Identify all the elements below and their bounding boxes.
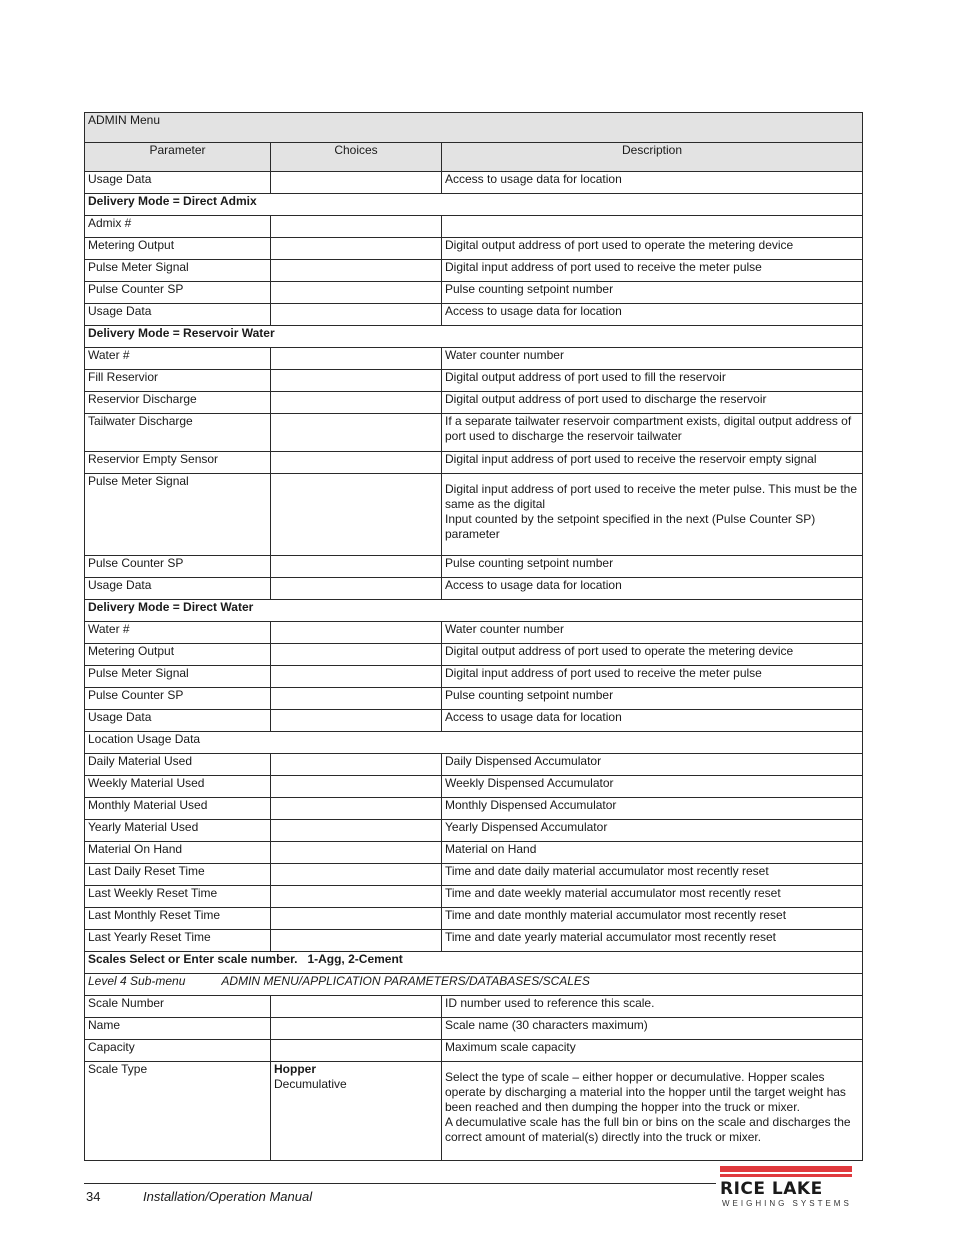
description-line: Input counted by the setpoint specified in the next (Pulse Counter SP) parameter: [445, 512, 816, 541]
choices-cell: [271, 238, 442, 260]
parameter-cell: Monthly Material Used: [85, 798, 271, 820]
parameter-cell: Usage Data: [85, 304, 271, 326]
parameter-cell: Pulse Counter SP: [85, 282, 271, 304]
parameter-cell: Metering Output: [85, 238, 271, 260]
table-row: [85, 282, 863, 304]
parameter-cell: Daily Material Used: [85, 754, 271, 776]
table-row: [85, 304, 863, 326]
parameter-cell: Name: [85, 1018, 271, 1040]
table-row: [85, 842, 863, 864]
section-row: [85, 600, 863, 622]
parameter-cell: Yearly Material Used: [85, 820, 271, 842]
choices-cell: [271, 474, 442, 556]
choices-cell: [271, 370, 442, 392]
choices-cell: [271, 644, 442, 666]
table-row: [85, 216, 863, 238]
section-heading: Delivery Mode = Direct Water: [85, 600, 863, 622]
parameter-cell: Pulse Counter SP: [85, 556, 271, 578]
logo-wordmark: RICE LAKE: [720, 1179, 823, 1199]
choices-cell: [271, 1040, 442, 1062]
section-row: [85, 194, 863, 216]
table-row: [85, 556, 863, 578]
parameter-cell: Usage Data: [85, 172, 271, 194]
section-row: [85, 326, 863, 348]
footer-divider: [84, 1183, 716, 1184]
table-row: [85, 666, 863, 688]
choices-cell: [271, 304, 442, 326]
choices-cell: [271, 172, 442, 194]
description-cell: ID number used to reference this scale.: [442, 996, 863, 1018]
choices-cell: [271, 1062, 442, 1161]
parameter-cell: Weekly Material Used: [85, 776, 271, 798]
choices-cell: [271, 282, 442, 304]
parameter-cell: Reservior Discharge: [85, 392, 271, 414]
description-cell: Access to usage data for location: [442, 172, 863, 194]
table-row: [85, 392, 863, 414]
table-row: [85, 622, 863, 644]
table-row: [85, 776, 863, 798]
table-row: [85, 996, 863, 1018]
description-cell: Digital input address of port used to receive the reservoir empty signal: [442, 452, 863, 474]
heading-part-a: Level 4 Sub-menu: [88, 974, 186, 988]
table-row: [85, 578, 863, 600]
table-row: [85, 908, 863, 930]
choices-cell: [271, 414, 442, 452]
table-row: [85, 260, 863, 282]
heading-part-a: Scales Select or Enter scale number.: [88, 952, 298, 966]
table-row: [85, 452, 863, 474]
description-cell: Yearly Dispensed Accumulator: [442, 820, 863, 842]
description-cell: Pulse counting setpoint number: [442, 282, 863, 304]
choices-cell: [271, 392, 442, 414]
parameter-cell: Usage Data: [85, 710, 271, 732]
parameter-cell: Scale Number: [85, 996, 271, 1018]
table-row: [85, 710, 863, 732]
description-cell: Access to usage data for location: [442, 710, 863, 732]
table-row: [85, 1062, 863, 1161]
description-cell: If a separate tailwater reservoir compartment exists, digital output address of port used to discharge the reservoir tailwater: [442, 414, 863, 452]
section-heading: [85, 952, 863, 974]
table-row: [85, 864, 863, 886]
choices-cell: [271, 1018, 442, 1040]
choices-cell: [271, 798, 442, 820]
description-cell: Digital output address of port used to fill the reservoir: [442, 370, 863, 392]
section-row: [85, 952, 863, 974]
parameter-cell: Water #: [85, 622, 271, 644]
parameter-cell: Last Weekly Reset Time: [85, 886, 271, 908]
description-cell: Water counter number: [442, 348, 863, 370]
table-body: [85, 172, 863, 1161]
logo-subtext: WEIGHING SYSTEMS: [722, 1199, 852, 1208]
choices-cell: [271, 216, 442, 238]
rice-lake-logo: [720, 1165, 855, 1209]
choices-cell: [271, 996, 442, 1018]
column-header-choices: Choices: [271, 143, 442, 172]
table-row: [85, 930, 863, 952]
description-cell: Digital input address of port used to receive the meter pulse: [442, 666, 863, 688]
description-line: Select the type of scale – either hopper or decumulative. Hopper scales operate by discharging a material into the hopper until the target weight has been reached and then dumping the hopper into the truck or mixer.: [445, 1070, 846, 1114]
submenu-path: [85, 974, 863, 996]
choice-option: Hopper: [274, 1062, 316, 1076]
group-row: [85, 732, 863, 754]
table-row: [85, 886, 863, 908]
table-row: [85, 754, 863, 776]
table-title-row: [85, 113, 863, 143]
description-cell: Digital output address of port used to discharge the reservoir: [442, 392, 863, 414]
choices-cell: [271, 776, 442, 798]
choices-cell: [271, 348, 442, 370]
choices-cell: [271, 666, 442, 688]
description-cell: [442, 1062, 863, 1161]
table-row: [85, 172, 863, 194]
description-cell: Time and date daily material accumulator most recently reset: [442, 864, 863, 886]
parameter-cell: Material On Hand: [85, 842, 271, 864]
section-heading: Delivery Mode = Reservoir Water: [85, 326, 863, 348]
choices-cell: [271, 864, 442, 886]
parameter-cell: Usage Data: [85, 578, 271, 600]
column-header-description: Description: [442, 143, 863, 172]
choices-cell: [271, 578, 442, 600]
table-row: [85, 820, 863, 842]
description-cell: Access to usage data for location: [442, 304, 863, 326]
heading-part-b: ADMIN MENU/APPLICATION PARAMETERS/DATABASES/SCALES: [221, 974, 590, 988]
parameter-cell: Pulse Counter SP: [85, 688, 271, 710]
table-row: [85, 688, 863, 710]
parameter-cell: Water #: [85, 348, 271, 370]
description-cell: Daily Dispensed Accumulator: [442, 754, 863, 776]
description-cell: Scale name (30 characters maximum): [442, 1018, 863, 1040]
choices-cell: [271, 710, 442, 732]
description-cell: Digital input address of port used to receive the meter pulse: [442, 260, 863, 282]
choices-cell: [271, 820, 442, 842]
table-row: [85, 370, 863, 392]
section-heading: Delivery Mode = Direct Admix: [85, 194, 863, 216]
parameter-cell: Last Yearly Reset Time: [85, 930, 271, 952]
choices-cell: [271, 754, 442, 776]
table-header-row: [85, 143, 863, 172]
description-cell: Water counter number: [442, 622, 863, 644]
description-cell: [442, 216, 863, 238]
description-cell: Digital output address of port used to operate the metering device: [442, 644, 863, 666]
choices-cell: [271, 622, 442, 644]
manual-title: Installation/Operation Manual: [143, 1189, 313, 1204]
parameter-cell: Admix #: [85, 216, 271, 238]
parameter-cell: Pulse Meter Signal: [85, 666, 271, 688]
choices-cell: [271, 260, 442, 282]
choices-cell: [271, 556, 442, 578]
table-row: [85, 414, 863, 452]
parameter-cell: Pulse Meter Signal: [85, 260, 271, 282]
table-row: [85, 798, 863, 820]
parameter-cell: Scale Type: [85, 1062, 271, 1161]
table-row: [85, 474, 863, 556]
description-cell: Time and date weekly material accumulator most recently reset: [442, 886, 863, 908]
parameter-cell: Reservior Empty Sensor: [85, 452, 271, 474]
page-number: 34: [86, 1189, 101, 1204]
group-heading: Location Usage Data: [85, 732, 863, 754]
description-cell: Time and date yearly material accumulator most recently reset: [442, 930, 863, 952]
heading-part-b: 1-Agg, 2-Cement: [307, 952, 403, 966]
choices-cell: [271, 842, 442, 864]
table-row: [85, 1040, 863, 1062]
description-cell: Access to usage data for location: [442, 578, 863, 600]
choices-cell: [271, 930, 442, 952]
description-cell: Digital output address of port used to operate the metering device: [442, 238, 863, 260]
table-row: [85, 238, 863, 260]
parameter-cell: Fill Reservior: [85, 370, 271, 392]
description-line: Digital input address of port used to receive the meter pulse. This must be the same as the digital: [445, 482, 857, 511]
table-row: [85, 1018, 863, 1040]
choices-cell: [271, 908, 442, 930]
choices-cell: [271, 452, 442, 474]
description-line: A decumulative scale has the full bin or bins on the scale and discharges the correct amount of material(s) directly into the truck or mixer.: [445, 1115, 851, 1144]
description-cell: Pulse counting setpoint number: [442, 556, 863, 578]
column-header-parameter: Parameter: [85, 143, 271, 172]
description-cell: Weekly Dispensed Accumulator: [442, 776, 863, 798]
description-cell: Time and date monthly material accumulator most recently reset: [442, 908, 863, 930]
admin-menu-table: [84, 112, 863, 1161]
description-cell: [442, 474, 863, 556]
description-cell: Monthly Dispensed Accumulator: [442, 798, 863, 820]
description-cell: Pulse counting setpoint number: [442, 688, 863, 710]
submenu-path-row: [85, 974, 863, 996]
description-cell: Maximum scale capacity: [442, 1040, 863, 1062]
parameter-cell: Tailwater Discharge: [85, 414, 271, 452]
table-title: ADMIN Menu: [85, 113, 863, 143]
parameter-cell: Capacity: [85, 1040, 271, 1062]
parameter-cell: Last Daily Reset Time: [85, 864, 271, 886]
choice-option: Decumulative: [274, 1077, 347, 1091]
choices-cell: [271, 688, 442, 710]
table-row: [85, 348, 863, 370]
parameter-cell: Last Monthly Reset Time: [85, 908, 271, 930]
choices-cell: [271, 886, 442, 908]
description-cell: Material on Hand: [442, 842, 863, 864]
parameter-cell: Metering Output: [85, 644, 271, 666]
parameter-cell: Pulse Meter Signal: [85, 474, 271, 556]
table-row: [85, 644, 863, 666]
